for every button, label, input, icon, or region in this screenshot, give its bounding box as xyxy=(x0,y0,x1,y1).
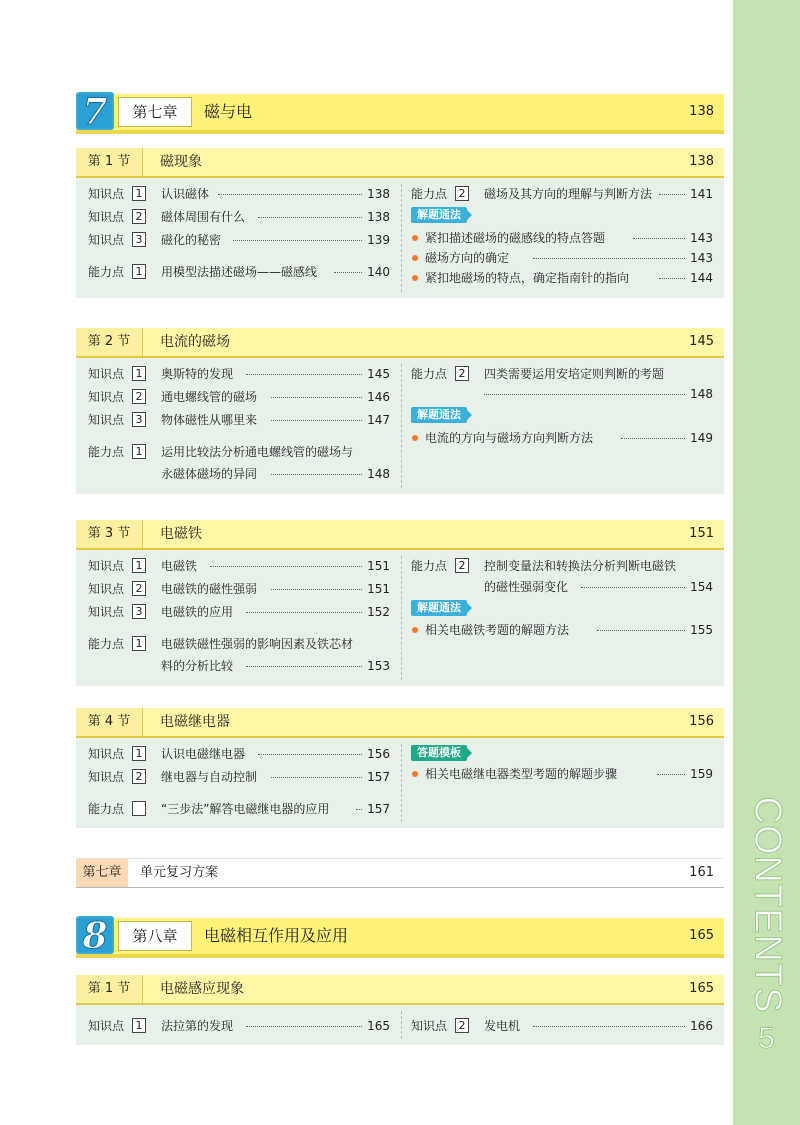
section-2-header[interactable] xyxy=(76,328,724,358)
method-tag: 解题通法 xyxy=(411,600,467,616)
chapter-number-badge: 8 xyxy=(76,916,114,954)
toc-entry-continued[interactable]: 的磁性强弱变化 154 xyxy=(484,580,713,594)
bullet-icon xyxy=(412,235,418,241)
section-label: 第 4 节 xyxy=(76,708,143,736)
chapter-page: 138 xyxy=(689,104,714,119)
chapter-7-header[interactable] xyxy=(76,91,724,133)
toc-entry[interactable]: 知识点 2 电磁铁的磁性强弱 151 xyxy=(88,582,390,596)
toc-entry[interactable]: 知识点 1 认识电磁继电器 156 xyxy=(88,747,390,761)
sidebar-labels xyxy=(733,796,800,1060)
toc-entry-continued[interactable]: 148 xyxy=(411,384,713,404)
bullet-icon xyxy=(412,255,418,261)
toc-entry[interactable]: 能力点 1 电磁铁磁性强弱的影响因素及铁芯材 xyxy=(88,637,354,651)
section-label: 第 2 节 xyxy=(76,328,143,356)
toc-entry[interactable]: 能力点 2 四类需要运用安培定则判断的考题 xyxy=(411,367,665,381)
toc-entry[interactable]: 知识点 2 通电螺线管的磁场 146 xyxy=(88,390,390,404)
toc-entry[interactable]: 知识点 3 磁化的秘密 139 xyxy=(88,233,390,247)
section-page: 138 xyxy=(689,154,714,169)
bullet-icon xyxy=(412,771,418,777)
toc-bullet-entry[interactable]: 磁场方向的确定 143 xyxy=(411,248,713,268)
section-page: 151 xyxy=(689,526,714,541)
chapter-title: 电磁相互作用及应用 xyxy=(204,926,349,945)
section-page: 156 xyxy=(689,714,714,729)
toc-entry-continued[interactable]: 永磁体磁场的异同 148 xyxy=(161,467,390,481)
chapter-number-badge: 7 xyxy=(76,92,114,130)
method-tag: 解题通法 xyxy=(411,407,467,423)
section-page: 165 xyxy=(689,981,714,996)
toc-entry[interactable]: 能力点 “三步法”解答电磁继电器的应用 157 xyxy=(88,802,390,816)
toc-entry[interactable]: 知识点 2 发电机 166 xyxy=(411,1019,713,1033)
section-label: 第 1 节 xyxy=(76,975,143,1003)
toc-entry[interactable]: 知识点 1 认识磁体 138 xyxy=(88,187,390,201)
section-title: 电流的磁场 xyxy=(160,334,230,350)
toc-bullet-entry[interactable]: 紧扣描述磁场的磁感线的特点答题 143 xyxy=(411,228,713,248)
section-label: 第 1 节 xyxy=(76,148,143,176)
review-title: 单元复习方案 xyxy=(140,865,219,880)
toc-entry[interactable]: 知识点 3 电磁铁的应用 152 xyxy=(88,605,390,619)
toc-bullet-entry[interactable]: 相关电磁铁考题的解题方法 155 xyxy=(411,620,713,640)
chapter-label: 第七章 xyxy=(118,97,192,127)
toc-entry[interactable]: 知识点 2 磁体周围有什么 138 xyxy=(88,210,390,224)
review-page: 161 xyxy=(689,865,714,880)
unit-review-row[interactable] xyxy=(76,858,724,888)
toc-entry-continued[interactable]: 料的分析比较 153 xyxy=(161,659,390,673)
section-label: 第 3 节 xyxy=(76,520,143,548)
bullet-icon xyxy=(412,435,418,441)
section-ch8-1-header[interactable] xyxy=(76,975,724,1005)
section-4-header[interactable] xyxy=(76,708,724,738)
section-1-header[interactable] xyxy=(76,148,724,178)
chapter-page: 165 xyxy=(689,928,714,943)
toc-bullet-entry[interactable]: 电流的方向与磁场方向判断方法 149 xyxy=(411,428,713,448)
section-title: 磁现象 xyxy=(160,154,202,170)
toc-entry[interactable]: 能力点 2 控制变量法和转换法分析判断电磁铁 xyxy=(411,559,677,573)
toc-bullet-entry[interactable]: 相关电磁继电器类型考题的解题步骤 159 xyxy=(411,764,713,784)
toc-entry[interactable]: 知识点 1 电磁铁 151 xyxy=(88,559,390,573)
toc-entry[interactable]: 知识点 3 物体磁性从哪里来 147 xyxy=(88,413,390,427)
bullet-icon xyxy=(412,275,418,281)
section-page: 145 xyxy=(689,334,714,349)
section-title: 电磁感应现象 xyxy=(160,981,244,997)
toc-entry[interactable]: 能力点 1 运用比较法分析通电螺线管的磁场与 xyxy=(88,445,354,459)
section-title: 电磁继电器 xyxy=(160,714,230,730)
toc-bullet-entry[interactable]: 紧扣地磁场的特点，确定指南针的指向 144 xyxy=(411,268,713,288)
toc-entry[interactable]: 知识点 1 法拉第的发现 165 xyxy=(88,1019,390,1033)
page-number: 5 xyxy=(758,1022,775,1055)
bullet-icon xyxy=(412,627,418,633)
toc-entry[interactable]: 能力点 2 磁场及其方向的理解与判断方法 141 xyxy=(411,187,713,201)
section-3-header[interactable] xyxy=(76,520,724,550)
chapter-label: 第八章 xyxy=(118,921,192,951)
toc-entry[interactable]: 能力点 1 用模型法描述磁场——磁感线 140 xyxy=(88,265,390,279)
contents-label: CONTENTS xyxy=(746,796,788,1014)
toc-entry[interactable]: 知识点 2 继电器与自动控制 157 xyxy=(88,770,390,784)
toc-entry[interactable]: 知识点 1 奥斯特的发现 145 xyxy=(88,367,390,381)
chapter-title: 磁与电 xyxy=(204,102,253,121)
method-tag: 解题通法 xyxy=(411,207,467,223)
section-title: 电磁铁 xyxy=(160,526,202,542)
chapter-8-header[interactable] xyxy=(76,915,724,957)
review-label: 第七章 xyxy=(76,859,128,887)
template-tag: 答题模板 xyxy=(411,745,467,761)
